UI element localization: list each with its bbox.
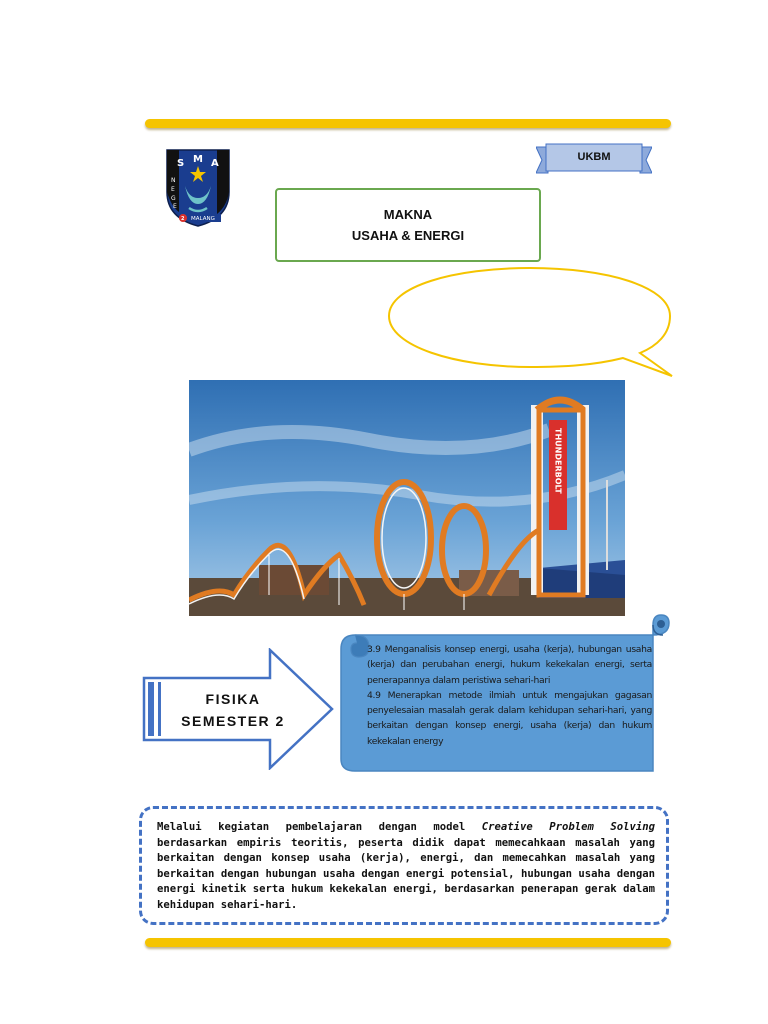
subject-label: [168, 688, 298, 732]
bottom-divider-bar: [145, 938, 671, 947]
title-box: [275, 188, 541, 262]
svg-text:A: A: [211, 158, 219, 169]
competency-item: 4.9 Menerapkan metode ilmiah untuk mengajukan gagasan penyelesaian masalah gerak dalam kehidupan sehari-hari, yang berkaitan dengan konsep energi, usaha (kerja) dan hukum kekekalan energy: [367, 689, 652, 747]
ukbm-badge-label: UKBM: [577, 151, 611, 163]
learning-objective: [157, 820, 655, 914]
coaster-sign-text: THUNDERBOLT: [553, 428, 563, 494]
competency-item: 3.9 Menganalisis konsep energi, usaha (kerja), hubungan usaha (kerja) dan perubahan energi, hukum kekekalan energi, serta penerapannya dalam peristiwa sehari-hari: [367, 644, 652, 686]
svg-text:E: E: [171, 186, 175, 193]
competency-list: [367, 642, 652, 749]
objective-prefix: Melalui kegiatan pembelajaran dengan model: [157, 821, 482, 833]
title-line-2: USAHA & ENERGI: [351, 228, 465, 243]
svg-text:2: 2: [181, 216, 185, 222]
svg-text:S: S: [177, 158, 185, 169]
subject-line-2: SEMESTER 2: [181, 713, 285, 729]
school-logo: [163, 146, 233, 228]
svg-text:N: N: [171, 177, 176, 184]
title-line-1: MAKNA: [383, 207, 433, 222]
objective-model-name: Creative Problem Solving: [481, 821, 655, 833]
subject-line-1: FISIKA: [205, 691, 261, 707]
roller-coaster-photo: [189, 380, 625, 616]
objective-body: berdasarkan empiris teoritis, peserta didik dapat memecahkaan masalah yang berkaitan dengan konsep usaha (kerja), energi, dan memecahkan masalah yang berkaitan dengan hubungan usaha dengan energi potensial, hubungan usaha dengan energi kinetik serta hukum kekekalan energi, berdasarkan penerapan gerak dalam kehidupan sehari-hari.: [157, 836, 655, 911]
svg-text:E: E: [173, 203, 177, 210]
svg-text:M: M: [193, 154, 203, 165]
top-divider-bar: [145, 119, 671, 128]
empty-speech-bubble: [385, 264, 675, 379]
svg-text:MALANG: MALANG: [191, 216, 215, 222]
svg-text:G: G: [171, 195, 176, 202]
